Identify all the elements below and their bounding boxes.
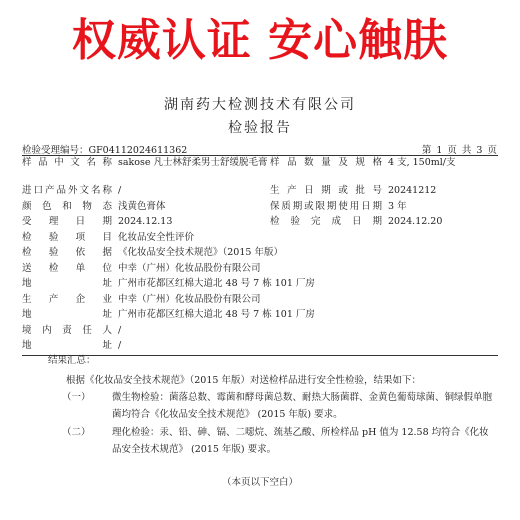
acceptance-number: 检验受理编号：GF04112024611362 xyxy=(22,145,188,156)
field-value: 2024.12.20 xyxy=(388,216,443,227)
field-label: 检验依据 xyxy=(22,247,112,258)
summary-item-physicochemical xyxy=(62,424,498,458)
field-label: 进口产品外文名称 xyxy=(22,185,112,196)
field-value: 中幸（广州）化妆品股份有限公司 xyxy=(118,293,261,305)
field-value: 化妆品安全性评价 xyxy=(118,231,195,243)
info-row xyxy=(22,308,498,324)
field-label: 检验完成日期 xyxy=(270,216,382,227)
sample-info-table xyxy=(22,155,498,356)
field-label: 地址 xyxy=(22,340,112,351)
report-title: 检验报告 xyxy=(228,120,292,136)
item-number: （二） xyxy=(62,427,91,438)
item-text: 理化检验：汞、铅、砷、镉、二噁烷、巯基乙酸、所检样品 pH 值为 12.58 均符合《化妆品安全技术规范》 (2015 年版) 要求。 xyxy=(112,427,489,455)
item-number: （一） xyxy=(62,392,91,403)
info-row xyxy=(22,215,498,231)
field-value: 3 年 xyxy=(388,200,407,212)
field-value: 中幸（广州）化妆品股份有限公司 xyxy=(118,262,261,274)
field-value: 浅黄色膏体 xyxy=(118,200,166,212)
field-label: 地址 xyxy=(22,278,112,289)
field-value: 4 支, 150ml/支 xyxy=(388,157,456,168)
field-label: 送检单位 xyxy=(22,262,112,274)
info-row xyxy=(22,293,498,309)
field-value: 《化妆品安全技术规范》（2015 年版） xyxy=(118,247,283,258)
field-label: 样品中文名称 xyxy=(22,157,112,168)
info-row xyxy=(22,184,498,200)
item-text: 微生物检验：菌落总数、霉菌和酵母菌总数、耐热大肠菌群、金黄色葡萄球菌、铜绿假单胞菌均符合《化妆品安全技术规范》 (2015 年版) 要求。 xyxy=(112,392,493,420)
info-row xyxy=(22,277,498,293)
summary-intro: 根据《化妆品安全技术规范》（2015 年版）对送检样品进行安全性检验，结果如下： xyxy=(66,375,421,386)
field-label: 受理日期 xyxy=(22,216,112,227)
field-label: 检验项目 xyxy=(22,231,112,243)
field-value: 2024.12.13 xyxy=(118,216,173,227)
info-row xyxy=(22,200,498,216)
info-row xyxy=(22,262,498,278)
field-value: / xyxy=(118,340,122,351)
summary-title: 结果汇总： xyxy=(48,355,96,366)
field-value: 广州市花都区红棉大道北 48 号 7 栋 101 厂房 xyxy=(118,309,315,320)
company-name: 湖南药大检测技术有限公司 xyxy=(164,97,356,113)
info-row xyxy=(22,246,498,262)
field-value: sakose 凡士林舒柔男士舒缓脱毛膏 xyxy=(118,157,268,168)
summary-item-microbiology xyxy=(62,389,498,423)
field-value: / xyxy=(118,185,122,196)
field-value: 20241212 xyxy=(388,185,437,196)
field-label: 保质期或限期使用日期 xyxy=(270,200,382,212)
field-value: 广州市花都区红棉大道北 48 号 7 栋 101 厂房 xyxy=(118,278,315,289)
info-row xyxy=(22,231,498,247)
info-row xyxy=(22,324,498,340)
info-row xyxy=(22,156,498,185)
field-label: 境内责任人 xyxy=(22,324,112,336)
page-indicator: 第 1 页 共 3 页 xyxy=(421,145,498,156)
field-label: 样品数量及规格 xyxy=(270,157,382,168)
field-label: 生产企业 xyxy=(22,293,112,305)
field-label: 生产日期或批号 xyxy=(270,185,382,196)
promo-banner-title: 权威认证 安心触肤 xyxy=(71,15,449,66)
field-value: / xyxy=(118,324,122,336)
end-of-page-note: （本页以下空白） xyxy=(221,477,298,488)
field-label: 颜色和物态 xyxy=(22,200,112,212)
field-label: 地址 xyxy=(22,309,112,320)
